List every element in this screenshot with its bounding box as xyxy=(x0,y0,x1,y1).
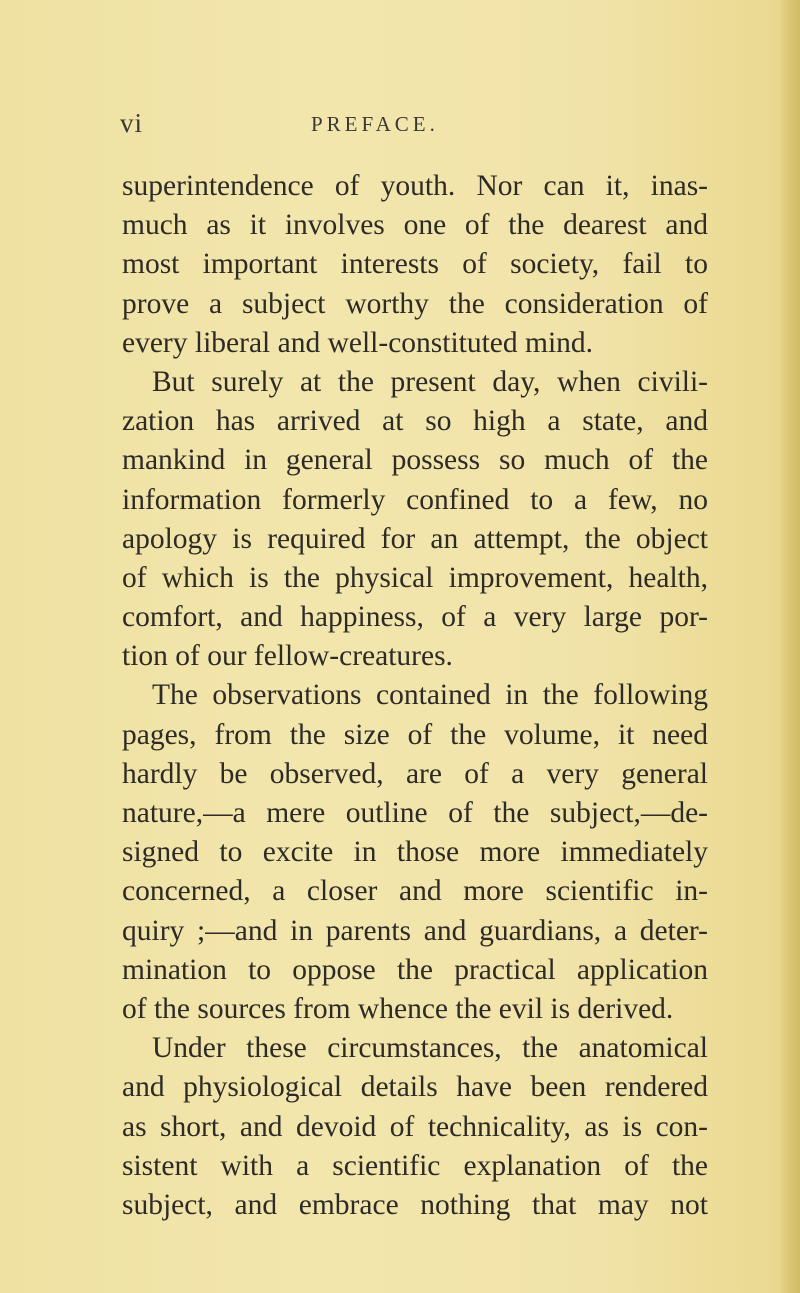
text-line: signed to excite in those more immediately xyxy=(122,836,708,869)
text-line: hardly be observed, are of a very general xyxy=(122,757,708,790)
text-line: of which is the physical improvement, health, xyxy=(122,561,708,594)
text-line: prove a subject worthy the consideration of xyxy=(122,287,708,320)
text-line: comfort, and happiness, of a very large por- xyxy=(122,601,708,634)
text-line: zation has arrived at so high a state, and xyxy=(122,405,708,438)
text-line: quiry ;—and in parents and guardians, a deter- xyxy=(122,914,708,947)
text-line: tion of our fellow-creatures. xyxy=(122,640,453,673)
page-number: vi xyxy=(120,108,144,138)
text-line: pages, from the size of the volume, it need xyxy=(122,718,708,751)
body-text xyxy=(122,167,722,1225)
text-line: apology is required for an attempt, the object xyxy=(122,522,708,555)
text-line: Under these circumstances, the anatomical xyxy=(152,1032,708,1065)
text-line: superintendence of youth. Nor can it, inas- xyxy=(122,170,708,202)
page-edge-shadow xyxy=(778,0,800,1293)
text-line: every liberal and well-constituted mind. xyxy=(122,326,594,359)
text-line: nature,—a mere outline of the subject,—de- xyxy=(122,797,708,829)
running-head: PREFACE. xyxy=(311,112,439,136)
text-line: mination to oppose the practical application xyxy=(122,953,708,986)
text-line: much as it involves one of the dearest and xyxy=(122,209,708,242)
text-line: information formerly confined to a few, no xyxy=(122,483,708,516)
text-line: subject, and embrace nothing that may not xyxy=(122,1188,708,1221)
text-line: and physiological details have been rendered xyxy=(122,1071,708,1104)
text-line: mankind in general possess so much of the xyxy=(122,444,708,477)
text-line: But surely at the present day, when civili- xyxy=(152,365,708,398)
text-line: sistent with a scientific explanation of the xyxy=(122,1149,708,1182)
text-line: as short, and devoid of technicality, as is con- xyxy=(122,1110,708,1143)
text-line: The observations contained in the following xyxy=(152,679,708,712)
page-header xyxy=(120,108,680,148)
text-line: most important interests of society, fail to xyxy=(122,248,708,281)
text-line: concerned, a closer and more scientific in- xyxy=(122,875,708,908)
text-line: of the sources from whence the evil is derived. xyxy=(122,992,674,1025)
